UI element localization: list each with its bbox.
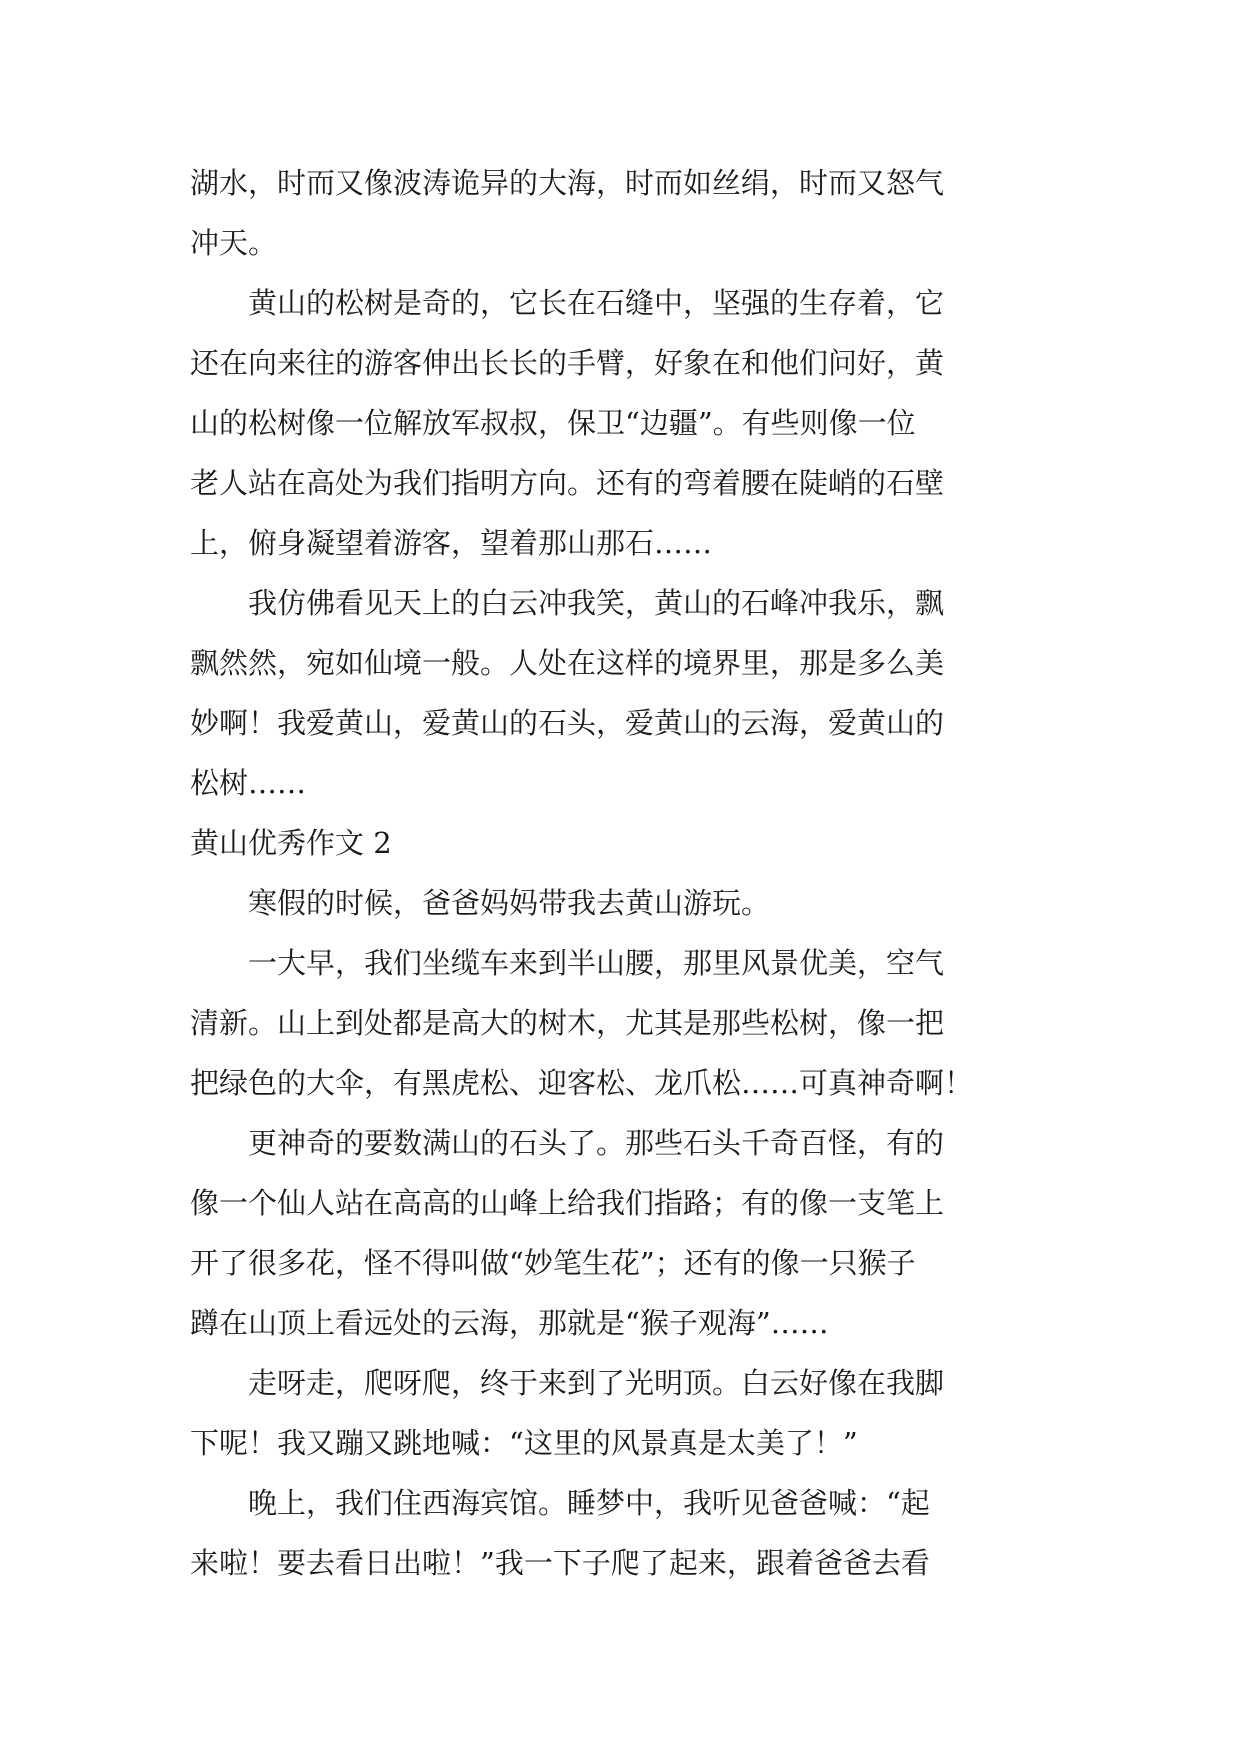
- text-line: 松树……: [190, 766, 307, 800]
- section-heading: 黄山优秀作文 2: [190, 826, 392, 860]
- text-line: 上，俯身凝望着游客，望着那山那石……: [190, 526, 713, 560]
- text-line: 走呀走，爬呀爬，终于来到了光明顶。白云好像在我脚: [190, 1366, 945, 1400]
- text-line: 清新。山上到处都是高大的树木，尤其是那些松树，像一把: [190, 1006, 945, 1040]
- text-line: 晚上，我们住西海宾馆。睡梦中，我听见爸爸喊：“起: [190, 1486, 930, 1520]
- text-line: 来啦！要去看日出啦！”我一下子爬了起来，跟着爸爸去看: [190, 1546, 930, 1580]
- text-line: 还在向来往的游客伸出长长的手臂，好象在和他们问好，黄: [190, 346, 945, 380]
- text-line: 黄山的松树是奇的，它长在石缝中，坚强的生存着，它: [190, 286, 945, 320]
- text-line: 妙啊！我爱黄山，爱黄山的石头，爱黄山的云海，爱黄山的: [190, 706, 945, 740]
- text-line: 我仿佛看见天上的白云冲我笑，黄山的石峰冲我乐，飘: [190, 586, 945, 620]
- text-line: 开了很多花，怪不得叫做“妙笔生花”；还有的像一只猴子: [190, 1246, 916, 1280]
- text-line: 山的松树像一位解放军叔叔，保卫“边疆”。有些则像一位: [190, 406, 916, 440]
- text-line: 寒假的时候，爸爸妈妈带我去黄山游玩。: [190, 886, 771, 920]
- text-line: 更神奇的要数满山的石头了。那些石头千奇百怪，有的: [190, 1126, 945, 1160]
- text-line: 湖水，时而又像波涛诡异的大海，时而如丝绢，时而又怒气: [190, 166, 945, 200]
- text-line: 像一个仙人站在高高的山峰上给我们指路；有的像一支笔上: [190, 1186, 945, 1220]
- text-line: 冲天。: [190, 226, 278, 260]
- text-line: 飘然然，宛如仙境一般。人处在这样的境界里，那是多么美: [190, 646, 945, 680]
- text-line: 蹲在山顶上看远处的云海，那就是“猴子观海”……: [190, 1306, 829, 1340]
- text-line: 把绿色的大伞，有黑虎松、迎客松、龙爪松……可真神奇啊！: [190, 1066, 974, 1100]
- text-line: 下呢！我又蹦又跳地喊：“这里的风景真是太美了！”: [190, 1426, 858, 1460]
- text-line: 老人站在高处为我们指明方向。还有的弯着腰在陡峭的石壁: [190, 466, 945, 500]
- text-line: 一大早，我们坐缆车来到半山腰，那里风景优美，空气: [190, 946, 945, 980]
